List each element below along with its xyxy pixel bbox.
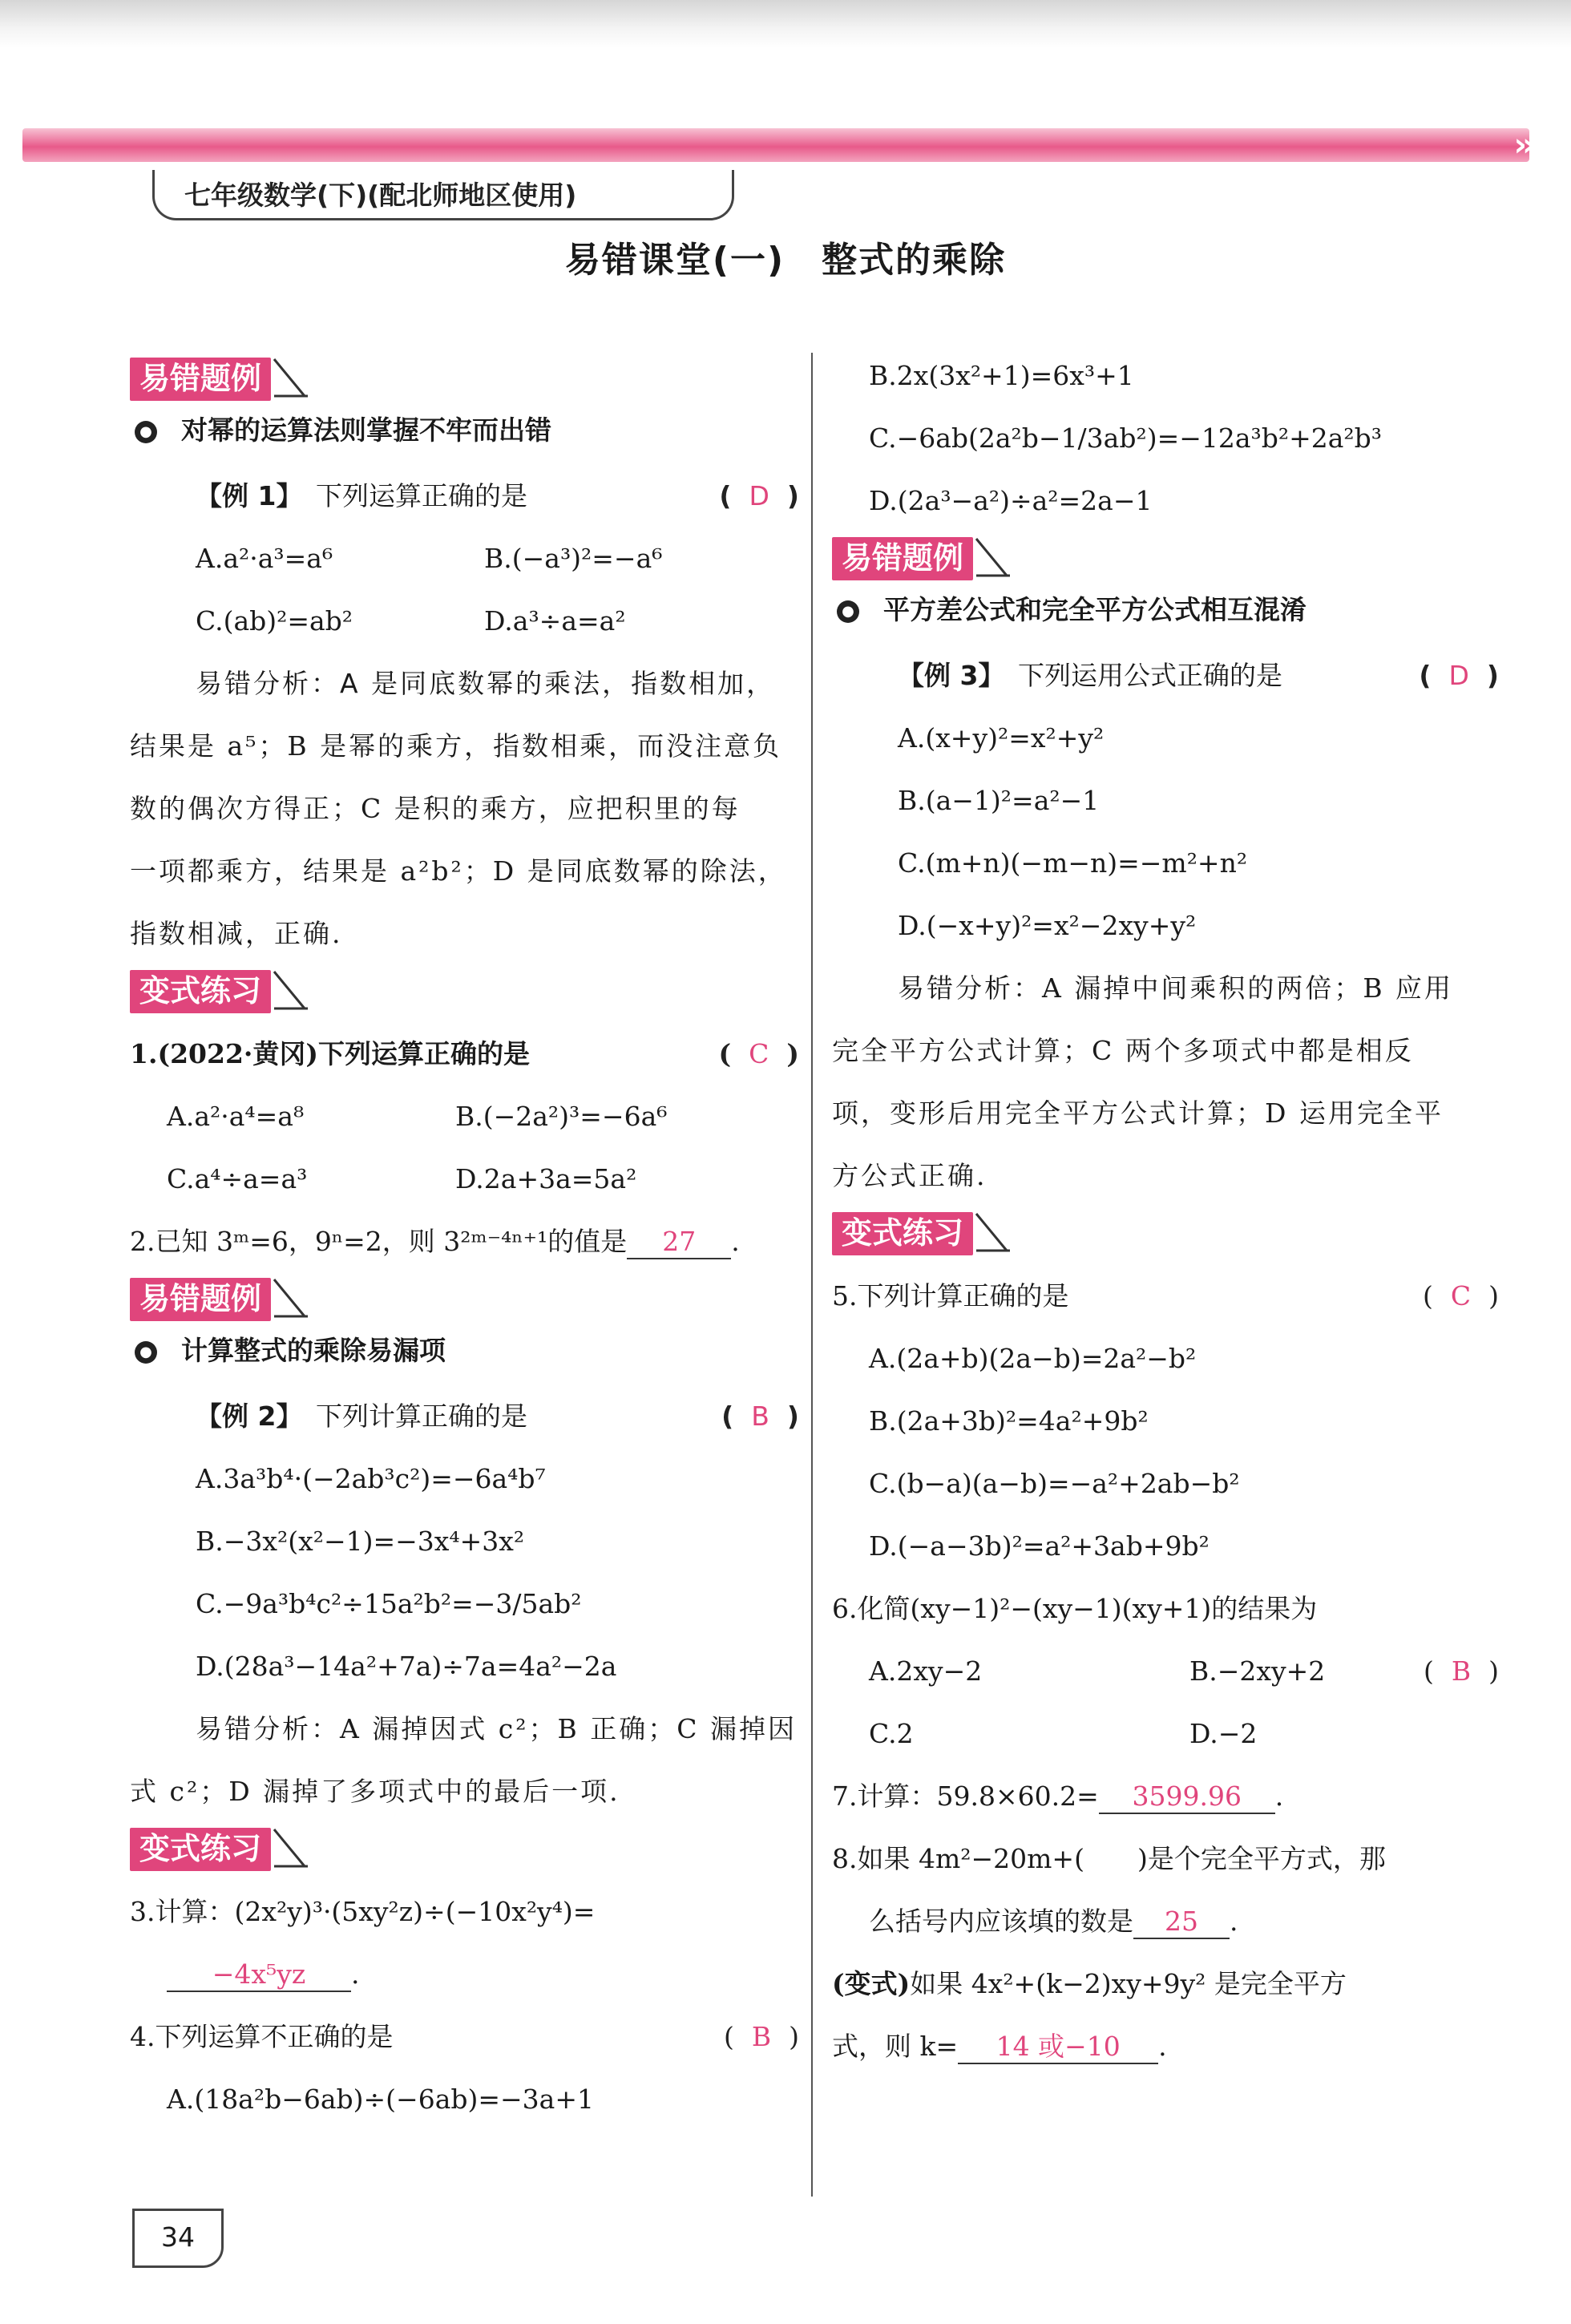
section-heading-2: ● 计算整式的乘除易漏项 [130, 1331, 799, 1371]
analysis-3: 易错分析：A 漏掉中间乘积的两倍；B 应用 完全平方公式计算；C 两个多项式中都是相反 项，变形后用完全平方公式计算；D 运用完全平 方公式正确. [832, 972, 1454, 1191]
bullet-icon: ● [837, 600, 859, 623]
book-title: 七年级数学(下)(配北师地区使用) [184, 180, 577, 211]
analysis-2: 易错分析：A 漏掉因式 c²；B 正确；C 漏掉因 式 c²；D 漏掉了多项式中的最后一项. [130, 1713, 798, 1807]
tag-example: 易错题例 [832, 537, 973, 580]
question-7: 7.计算：59.8×60.2= 3599.96 . [832, 1765, 1499, 1828]
variant-question: (变式)如果 4x²+(k−2)xy+9y² 是完全平方 [832, 1968, 1347, 1999]
right-column [832, 345, 1499, 2078]
variant-question-line2: 式，则 k= 14 或−10 . [832, 2015, 1499, 2078]
answer-blank: −4x⁵yz [167, 1958, 351, 1992]
tag-tail-icon [273, 1278, 309, 1320]
option-d: D.(28a³−14a²+7a)÷7a=4a²−2a [196, 1651, 617, 1682]
answer-blank: 25 [1133, 1906, 1230, 1939]
option-c: C.−9a³b⁴c²÷15a²b²=−3/5ab² [196, 1588, 582, 1619]
question-3-answer: −4x⁵yz . [130, 1943, 799, 2006]
left-column [130, 353, 799, 2131]
option-c: C.−6ab(2a²b−1/3ab²)=−12a³b²+2a²b³ [869, 422, 1383, 454]
example-3: 【例 3】 下列运用公式正确的是 ( D ) [832, 645, 1499, 707]
answer: ( B ) [721, 1400, 799, 1432]
option-b: B.2x(3x²+1)=6x³+1 [869, 360, 1134, 391]
options: C.(ab)²=ab² D.a³÷a=a² [196, 605, 626, 637]
tag-tail-icon [273, 970, 309, 1012]
question-3: 3.计算：(2x²y)³·(5xy²z)÷(−10x²y⁴)= [130, 1896, 596, 1927]
question-1: 1.(2022·黄冈)下列运算正确的是 ( C ) [130, 1023, 799, 1085]
tag-tail-icon [975, 1212, 1012, 1254]
question-2: 2.已知 3ᵐ=6，9ⁿ=2，则 3²ᵐ⁻⁴ⁿ⁺¹的值是 27 . [130, 1211, 799, 1273]
bullet-icon: ● [135, 421, 157, 443]
question-4: 4.下列运算不正确的是 ( B ) [130, 2006, 799, 2068]
options: A.a²·a³=a⁶ B.(−a³)²=−a⁶ [196, 543, 663, 574]
option-a: A.(x+y)²=x²+y² [898, 722, 1105, 754]
option-a: A.3a³b⁴·(−2ab³c²)=−6a⁴b⁷ [196, 1463, 546, 1494]
column-divider [811, 353, 813, 2197]
answer: ( D ) [719, 480, 799, 511]
question-8-line2: 么括号内应该填的数是 25 . [832, 1890, 1499, 1953]
tag-practice: 变式练习 [130, 970, 271, 1013]
answer: ( C ) [1423, 1280, 1499, 1312]
section-heading-1: ● 对幂的运算法则掌握不牢而出错 [130, 410, 799, 451]
page-number: 34 [132, 2209, 224, 2268]
tag-tail-icon [975, 537, 1012, 579]
answer: ( C ) [718, 1038, 799, 1069]
options: A.a²·a⁴=a⁸ B.(−2a²)³=−6a⁶ [167, 1101, 668, 1132]
example-2: 【例 2】 下列计算正确的是 ( B ) [130, 1385, 799, 1448]
options: C.2 D.−2 [869, 1718, 1258, 1749]
tag-tail-icon [273, 358, 309, 399]
page-title: 易错课堂(一) 整式的乘除 [564, 240, 1007, 281]
tag-tail-icon [273, 1828, 309, 1869]
question-5: 5.下列计算正确的是 ( C ) [832, 1265, 1499, 1328]
option-c: C.(m+n)(−m−n)=−m²+n² [898, 847, 1248, 879]
bullet-icon: ● [135, 1341, 157, 1364]
option-d: D.(−a−3b)²=a²+3ab+9b² [869, 1530, 1210, 1562]
option-d: D.(2a³−a²)÷a²=2a−1 [869, 485, 1153, 516]
answer-blank: 3599.96 [1099, 1780, 1275, 1814]
example-1: 【例 1】 下列运算正确的是 ( D ) [130, 465, 799, 527]
header-band [22, 128, 1529, 162]
option-b: B.(2a+3b)²=4a²+9b² [869, 1405, 1149, 1437]
tag-practice: 变式练习 [832, 1212, 973, 1255]
option-b: B.(a−1)²=a²−1 [898, 785, 1100, 816]
question-6: 6.化简(xy−1)²−(xy−1)(xy+1)的结果为 [832, 1593, 1318, 1624]
tag-example: 易错题例 [130, 358, 271, 401]
chevron-right-icon: ››› [1513, 127, 1539, 164]
option-d: D.(−x+y)²=x²−2xy+y² [898, 910, 1197, 941]
answer: ( B ) [1423, 1655, 1499, 1687]
scan-shadow [0, 0, 1571, 48]
answer: ( D ) [1419, 660, 1499, 691]
options: C.a⁴÷a=a³ D.2a+3a=5a² [167, 1163, 637, 1194]
tag-example: 易错题例 [130, 1278, 271, 1321]
tag-practice: 变式练习 [130, 1828, 271, 1871]
option-a: A.(2a+b)(2a−b)=2a²−b² [869, 1343, 1197, 1374]
options: A.2xy−2 B.−2xy+2 [869, 1655, 1326, 1687]
option-c: C.(b−a)(a−b)=−a²+2ab−b² [869, 1468, 1240, 1499]
question-8: 8.如果 4m²−20m+( )是个完全平方式，那 [832, 1843, 1386, 1874]
answer: ( B ) [723, 2021, 799, 2052]
option-a: A.(18a²b−6ab)÷(−6ab)=−3a+1 [167, 2084, 594, 2115]
option-b: B.−3x²(x²−1)=−3x⁴+3x² [196, 1526, 525, 1557]
section-heading-3: ● 平方差公式和完全平方公式相互混淆 [832, 590, 1499, 630]
analysis-1: 易错分析：A 是同底数幂的乘法，指数相加， 结果是 a⁵；B 是幂的乘方，指数相乘，而没注意负 数的偶次方得正；C 是积的乘方，应把积里的每 一项都乘方，结果是 a²b²；D 是同底数幂的除法， 指数相减，正确. [130, 668, 787, 949]
answer-blank: 14 或−10 [958, 2031, 1158, 2064]
answer-blank: 27 [627, 1226, 731, 1259]
